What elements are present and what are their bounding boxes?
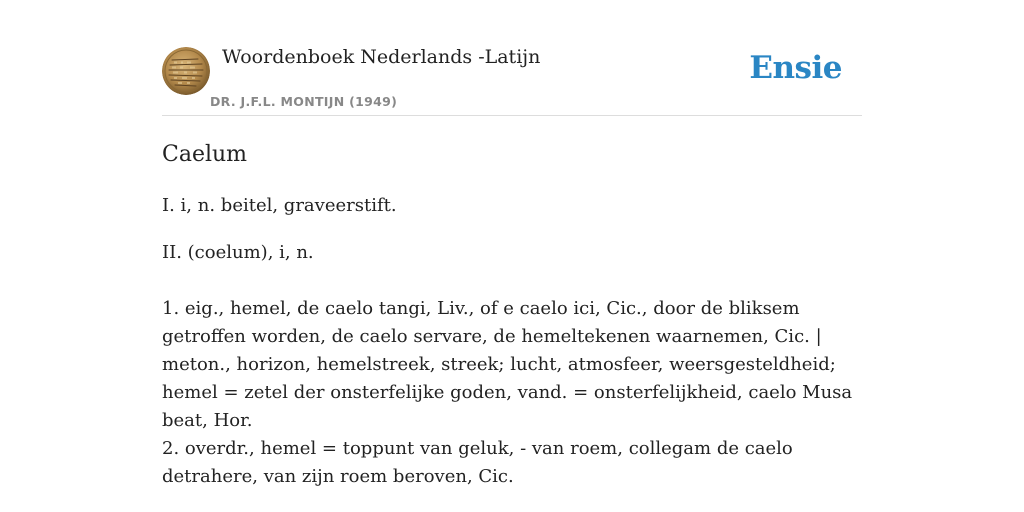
ensie-logo-link[interactable]: Ensie xyxy=(749,50,842,86)
latin-inscription-coin-icon xyxy=(162,47,210,95)
dictionary-title[interactable]: Woordenboek Nederlands -Latijn xyxy=(222,46,541,68)
entry-card xyxy=(162,38,862,491)
definition-paragraph: 2. overdr., hemel = toppunt van geluk, - van roem, collegam de caelo detrahere, van zijn roem beroven, Cic. xyxy=(162,438,793,487)
sense-line: II. (coelum), i, n. xyxy=(162,242,314,263)
dictionary-author: DR. J.F.L. MONTIJN (1949) xyxy=(210,94,398,109)
sense-line: I. i, n. beitel, graveerstift. xyxy=(162,195,397,216)
source-header xyxy=(162,38,862,116)
source-avatar[interactable] xyxy=(162,47,210,95)
definition-paragraph: 1. eig., hemel, de caelo tangi, Liv., of e caelo ici, Cic., door de bliksem getroffen worden, de caelo servare, de hemeltekenen waarnemen, Cic. | meton., horizon, hemelstreek, streek; lucht, atmosfeer, weersgesteldheid; hemel = zetel der onsterfelijke goden, vand. = onsterfelijkheid, caelo Musa beat, Hor. xyxy=(162,298,853,431)
entry-title: Caelum xyxy=(162,142,248,167)
definition-body xyxy=(162,295,862,491)
